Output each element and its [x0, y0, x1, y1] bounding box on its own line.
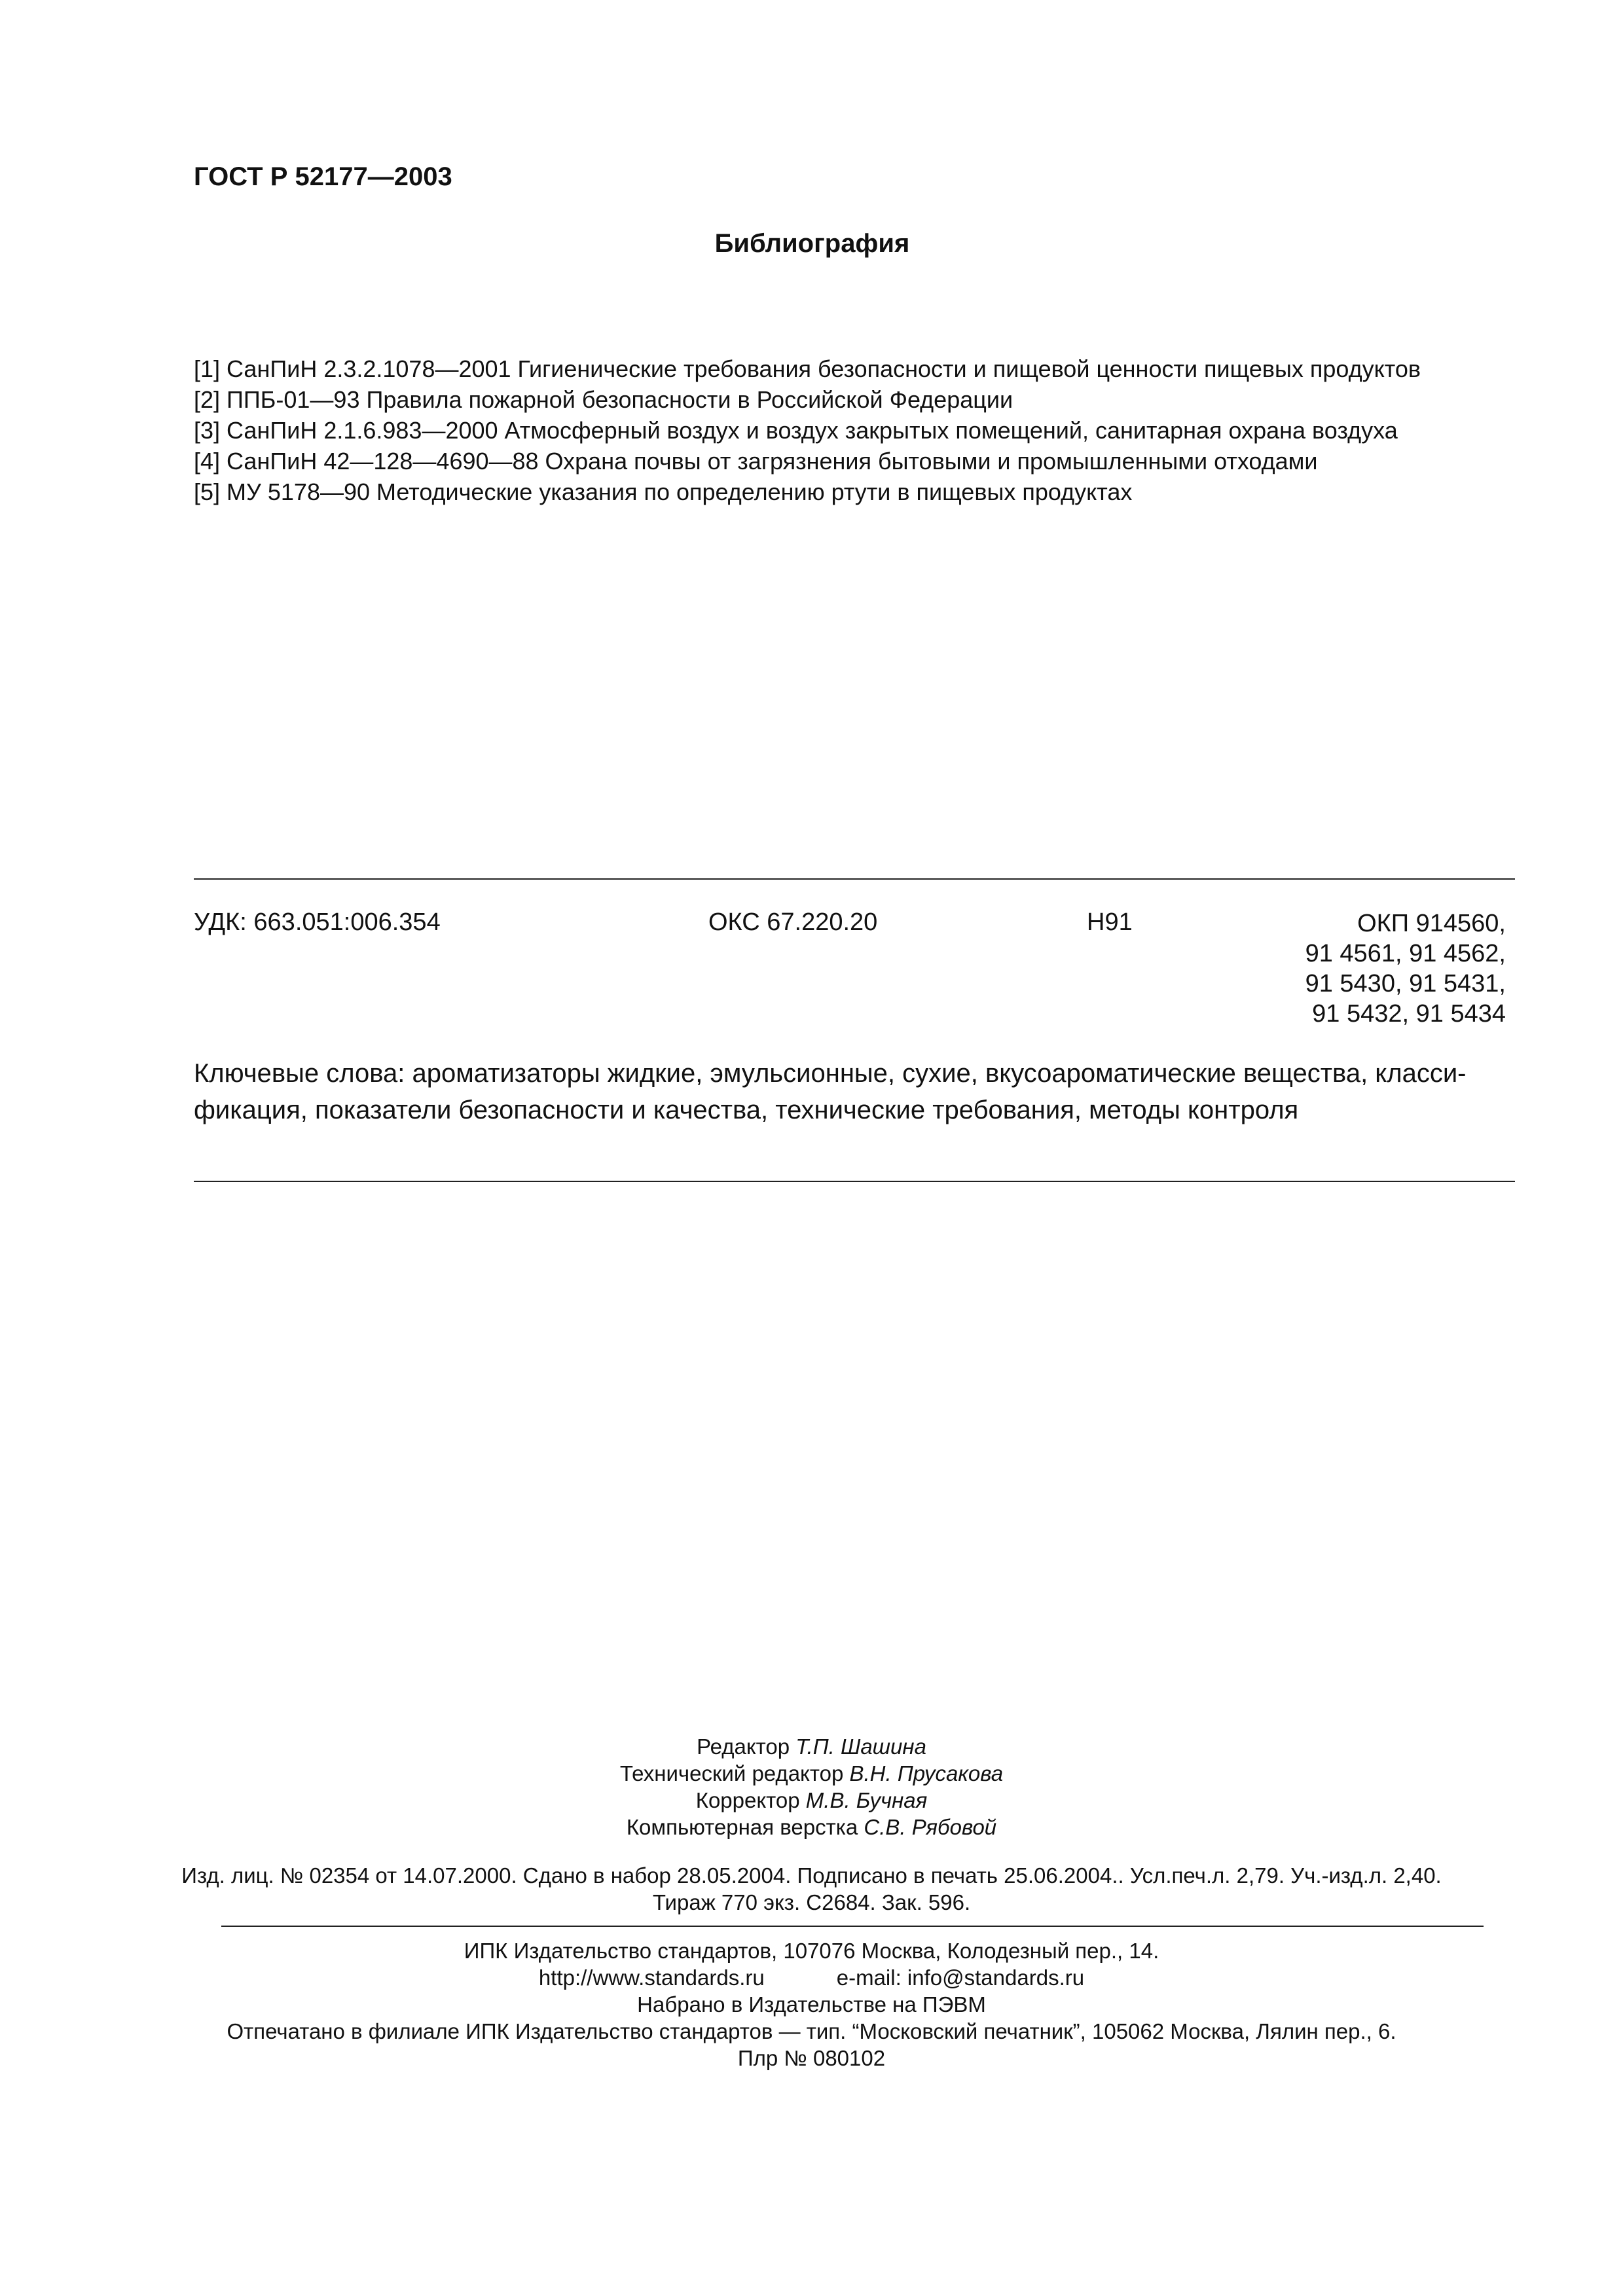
bibliography-list: [194, 353, 1421, 507]
publication-line: Изд. лиц. № 02354 от 14.07.2000. Сдано в набор 28.05.2004. Подписано в печать 25.06.2004.. Усл.печ.л. 2,79. Уч.-изд.л. 2,40.: [181, 1863, 1442, 1888]
divider-bottom: [194, 1181, 1515, 1182]
keywords: Ключевые слова: ароматизаторы жидкие, эмульсионные, сухие, вкусоароматические вещества, класси-фикация, показатели безопасности и качества, технические требования, методы контроля: [194, 1059, 1467, 1124]
credit-line: [0, 1733, 1623, 1760]
credit-line: [0, 1814, 1623, 1840]
oks-code: ОКС 67.220.20: [708, 908, 878, 936]
printed-note: Отпечатано в филиале ИПК Издательство стандартов — тип. “Московский печатник”, 105062 Москва, Лялин пер., 6.: [227, 2019, 1396, 2043]
bibliography-title: Библиография: [714, 229, 910, 258]
document-code: ГОСТ Р 52177—2003: [194, 162, 452, 191]
printing-info: [0, 1937, 1623, 2072]
publication-info: [0, 1862, 1623, 1916]
bibliography-item: [3] СанПиН 2.1.6.983—2000 Атмосферный воздух и воздух закрытых помещений, санитарная охрана воздуха: [194, 417, 1398, 444]
h-code: Н91: [1087, 908, 1133, 936]
credit-line: [0, 1787, 1623, 1814]
okp-codes: [1283, 908, 1506, 1029]
divider-top: [194, 878, 1515, 880]
okp-line: 91 5430, 91 5431,: [1305, 970, 1506, 997]
okp-line: 91 5432, 91 5434: [1312, 1000, 1506, 1028]
bibliography-item: [5] МУ 5178—90 Методические указания по определению ртути в пищевых продуктах: [194, 478, 1133, 505]
publication-line: Тираж 770 экз. С2684. Зак. 596.: [652, 1890, 971, 1914]
bibliography-item: [2] ППБ-01—93 Правила пожарной безопасности в Российской Федерации: [194, 386, 1013, 413]
credit-person: Т.П. Шашина: [795, 1734, 926, 1759]
credit-person: С.В. Рябовой: [864, 1815, 997, 1839]
credit-role: Редактор: [697, 1734, 790, 1759]
bibliography-item: [4] СанПиН 42—128—4690—88 Охрана почвы от загрязнения бытовыми и промышленными отходами: [194, 448, 1318, 475]
credit-role: Технический редактор: [619, 1761, 844, 1785]
divider-footer: [221, 1926, 1484, 1927]
bibliography-item: [1] СанПиН 2.3.2.1078—2001 Гигиенические требования безопасности и пищевой ценности пищевых продуктов: [194, 355, 1421, 382]
contact-line: [0, 1964, 1623, 1991]
okp-line: 91 4561, 91 4562,: [1305, 940, 1506, 967]
credits: [0, 1733, 1623, 1840]
credit-role: Корректор: [695, 1788, 800, 1812]
publisher-address: ИПК Издательство стандартов, 107076 Москва, Колодезный пер., 14.: [464, 1939, 1159, 1963]
okp-line: ОКП 914560,: [1357, 910, 1506, 937]
website-link[interactable]: http://www.standards.ru: [538, 1965, 765, 1990]
credit-person: В.Н. Прусакова: [849, 1761, 1004, 1785]
credit-line: [0, 1760, 1623, 1787]
credit-role: Компьютерная верстка: [626, 1815, 858, 1839]
plr-number: Плр № 080102: [737, 2046, 886, 2070]
udk-code: УДК: 663.051:006.354: [194, 908, 441, 936]
email-link[interactable]: e-mail: info@standards.ru: [836, 1965, 1085, 1990]
typeset-note: Набрано в Издательстве на ПЭВМ: [637, 1992, 986, 2017]
credit-person: М.В. Бучная: [805, 1788, 928, 1812]
